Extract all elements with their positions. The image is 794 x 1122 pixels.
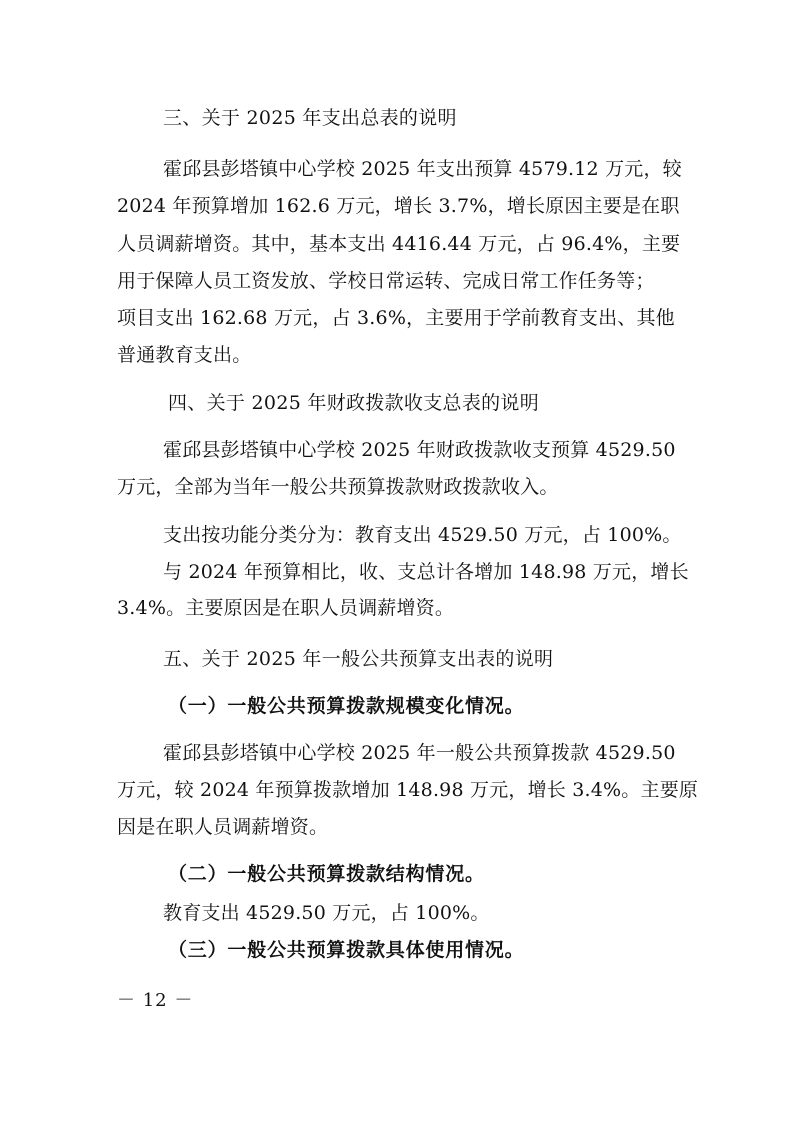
section-5-subheading-3: （三）一般公共预算拨款具体使用情况。 [168, 939, 525, 961]
section-5-subheading-1: （一）一般公共预算拨款规模变化情况。 [168, 695, 525, 717]
section-5-subheading-2: （二）一般公共预算拨款结构情况。 [168, 863, 485, 885]
section-4-line-2: 万元，全部为当年一般公共预算拨款财政拨款收入。 [117, 476, 559, 498]
section-3-line-2: 2024 年预算增加 162.6 万元，增长 3.7%，增长原因主要是在职 [117, 195, 680, 217]
section-4-line-3: 支出按功能分类分为：教育支出 4529.50 万元，占 100%。 [163, 524, 682, 546]
section-5-sub1-line-2: 万元，较 2024 年预算拨款增加 148.98 万元，增长 3.4%。主要原 [117, 779, 699, 801]
section-3-line-4: 用于保障人员工资发放、学校日常运转、完成日常工作任务等； [117, 270, 655, 292]
section-4-line-1: 霍邱县彭塔镇中心学校 2025 年财政拨款收支预算 4529.50 [163, 439, 676, 461]
section-3-line-3: 人员调薪增资。其中，基本支出 4416.44 万元，占 96.4%，主要 [117, 233, 681, 255]
section-5-heading: 五、关于 2025 年一般公共预算支出表的说明 [163, 648, 554, 670]
section-5-sub1-line-1: 霍邱县彭塔镇中心学校 2025 年一般公共预算拨款 4529.50 [163, 742, 676, 764]
section-3-line-1: 霍邱县彭塔镇中心学校 2025 年支出预算 4579.12 万元，较 [163, 158, 682, 180]
section-3-line-5: 项目支出 162.68 万元，占 3.6%，主要用于学前教育支出、其他 [117, 307, 675, 329]
section-3-heading: 三、关于 2025 年支出总表的说明 [163, 107, 457, 129]
section-4-line-4: 与 2024 年预算相比，收、支总计各增加 148.98 万元，增长 [163, 561, 689, 583]
section-4-line-5: 3.4%。主要原因是在职人员调薪增资。 [117, 597, 455, 619]
section-3-line-6: 普通教育支出。 [117, 344, 252, 366]
section-5-sub2-line-1: 教育支出 4529.50 万元，占 100%。 [163, 902, 490, 924]
section-4-heading: 四、关于 2025 年财政拨款收支总表的说明 [168, 392, 540, 414]
section-5-sub1-line-3: 因是在职人员调薪增资。 [117, 816, 329, 838]
page-number: － 12 － [117, 990, 194, 1011]
